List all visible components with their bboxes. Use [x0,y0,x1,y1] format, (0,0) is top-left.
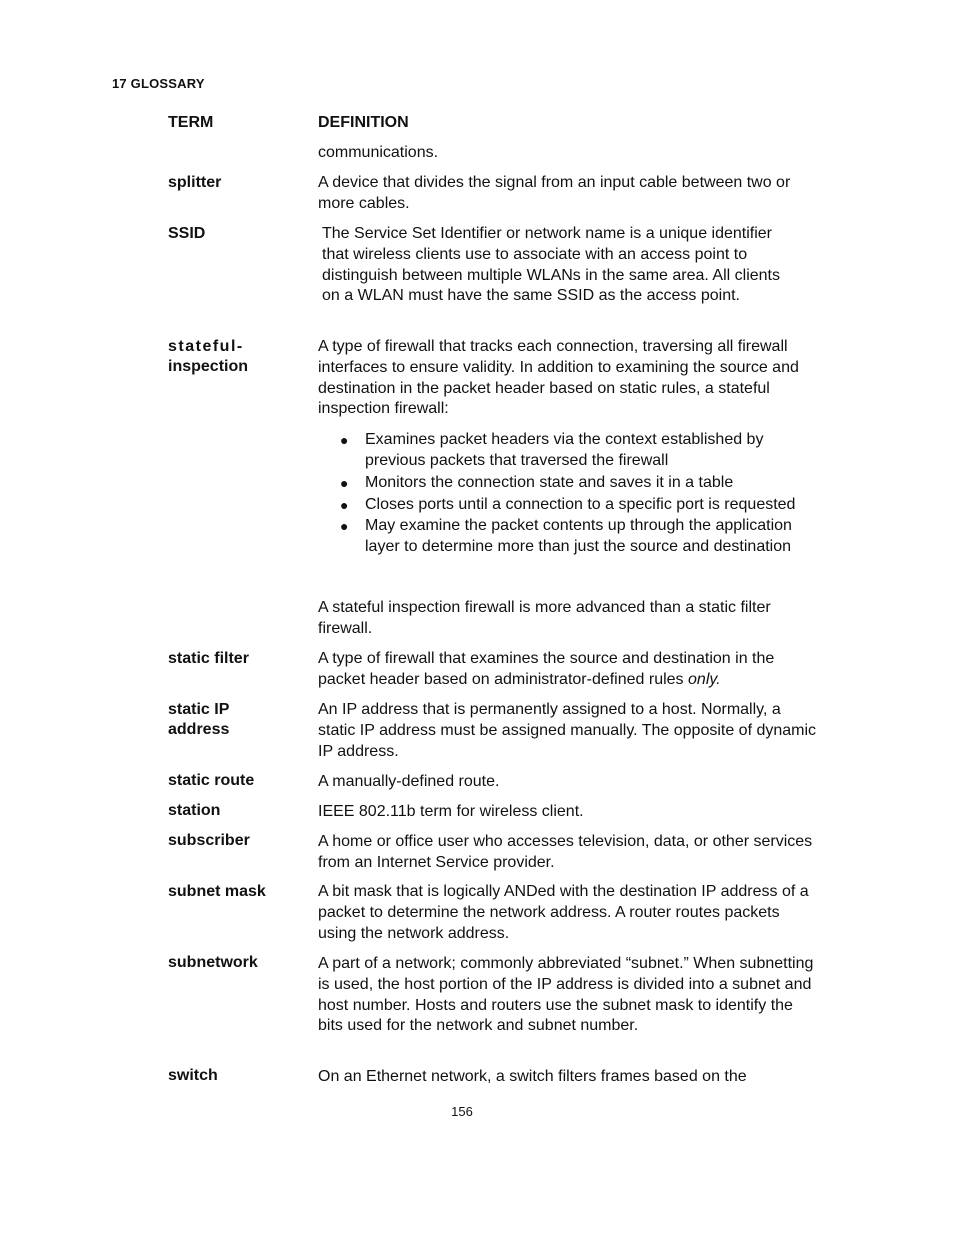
term-switch: switch [168,1067,218,1084]
definition-stateful-inspection [318,337,818,559]
definition-subnet-mask: A bit mask that is logically ANDed with the destination IP address of a packet to determine the network address. A router routes packets using the network address. [318,883,809,942]
term-static-filter: static filter [168,650,249,667]
term-column-header: TERM [168,114,214,131]
bullet-icon: ● [340,474,349,491]
definition-switch: On an Ethernet network, a switch filters frames based on the [318,1068,747,1085]
term-static-route: static route [168,772,255,789]
emphasis-only: only. [688,670,721,688]
term-stateful-line2: inspection [168,358,249,375]
definition-station: IEEE 802.11b term for wireless client. [318,803,584,820]
term-subscriber: subscriber [168,832,250,849]
term-stateful-line1: stateful- [168,338,244,355]
bullet-icon: ● [340,518,349,535]
list-item: ● Closes ports until a connection to a specific port is requested [318,495,818,516]
list-item: ● May examine the packet contents up through the application layer to determine more than just the source and destination [340,517,792,556]
stateful-closing: A stateful inspection firewall is more advanced than a static filter firewall. [318,599,771,637]
list-item: ● Examines packet headers via the context established by previous packets that traversed the firewall [340,431,764,469]
definition-static-route: A manually-defined route. [318,773,500,790]
definition-column-header: DEFINITION [318,114,409,131]
continued-definition: communications. [318,144,439,161]
stateful-intro: A type of firewall that tracks each connection, traversing all firewall interfaces to ensure validity. In addition to examining the source and destination in the packet header based on static rules, a stateful inspection firewall: [318,338,799,418]
definition-subnetwork: A part of a network; commonly abbreviated “subnet.” When subnetting is used, the host portion of the IP address is divided into a subnet and host number. Hosts and routers use the subnet mask to identify the bits used for the network and subnet number. [318,955,814,1035]
bullet-icon: ● [340,432,349,449]
term-subnetwork: subnetwork [168,954,258,971]
stateful-bullet-list [318,430,818,558]
term-static-ip-line1: static IP [168,701,230,718]
page-number: 156 [451,1104,473,1119]
definition-ssid: The Service Set Identifier or network name is a unique identifier that wireless clients use to associate with an access point to distinguish between multiple WLANs in the same area. All clients on a WLAN must have the same SSID as the access point. [322,225,780,305]
bullet-icon: ● [340,496,349,513]
list-item: ● Monitors the connection state and saves it in a table [318,473,818,494]
term-static-ip-line2: address [168,721,230,738]
term-splitter: splitter [168,174,222,191]
term-subnet-mask: subnet mask [168,883,266,900]
definition-splitter: A device that divides the signal from an input cable between two or more cables. [318,174,791,212]
term-ssid: SSID [168,225,206,242]
definition-static-ip: An IP address that is permanently assigned to a host. Normally, a static IP address must be assigned manually. The opposite of dynamic IP address. [318,701,817,760]
definition-static-filter: A type of firewall that examines the source and destination in the packet header based on administrator-defined rules only. [318,650,775,688]
term-station: station [168,802,221,819]
definition-subscriber: A home or office user who accesses television, data, or other services from an Internet Service provider. [318,833,813,871]
section-header: 17 GLOSSARY [112,76,205,91]
